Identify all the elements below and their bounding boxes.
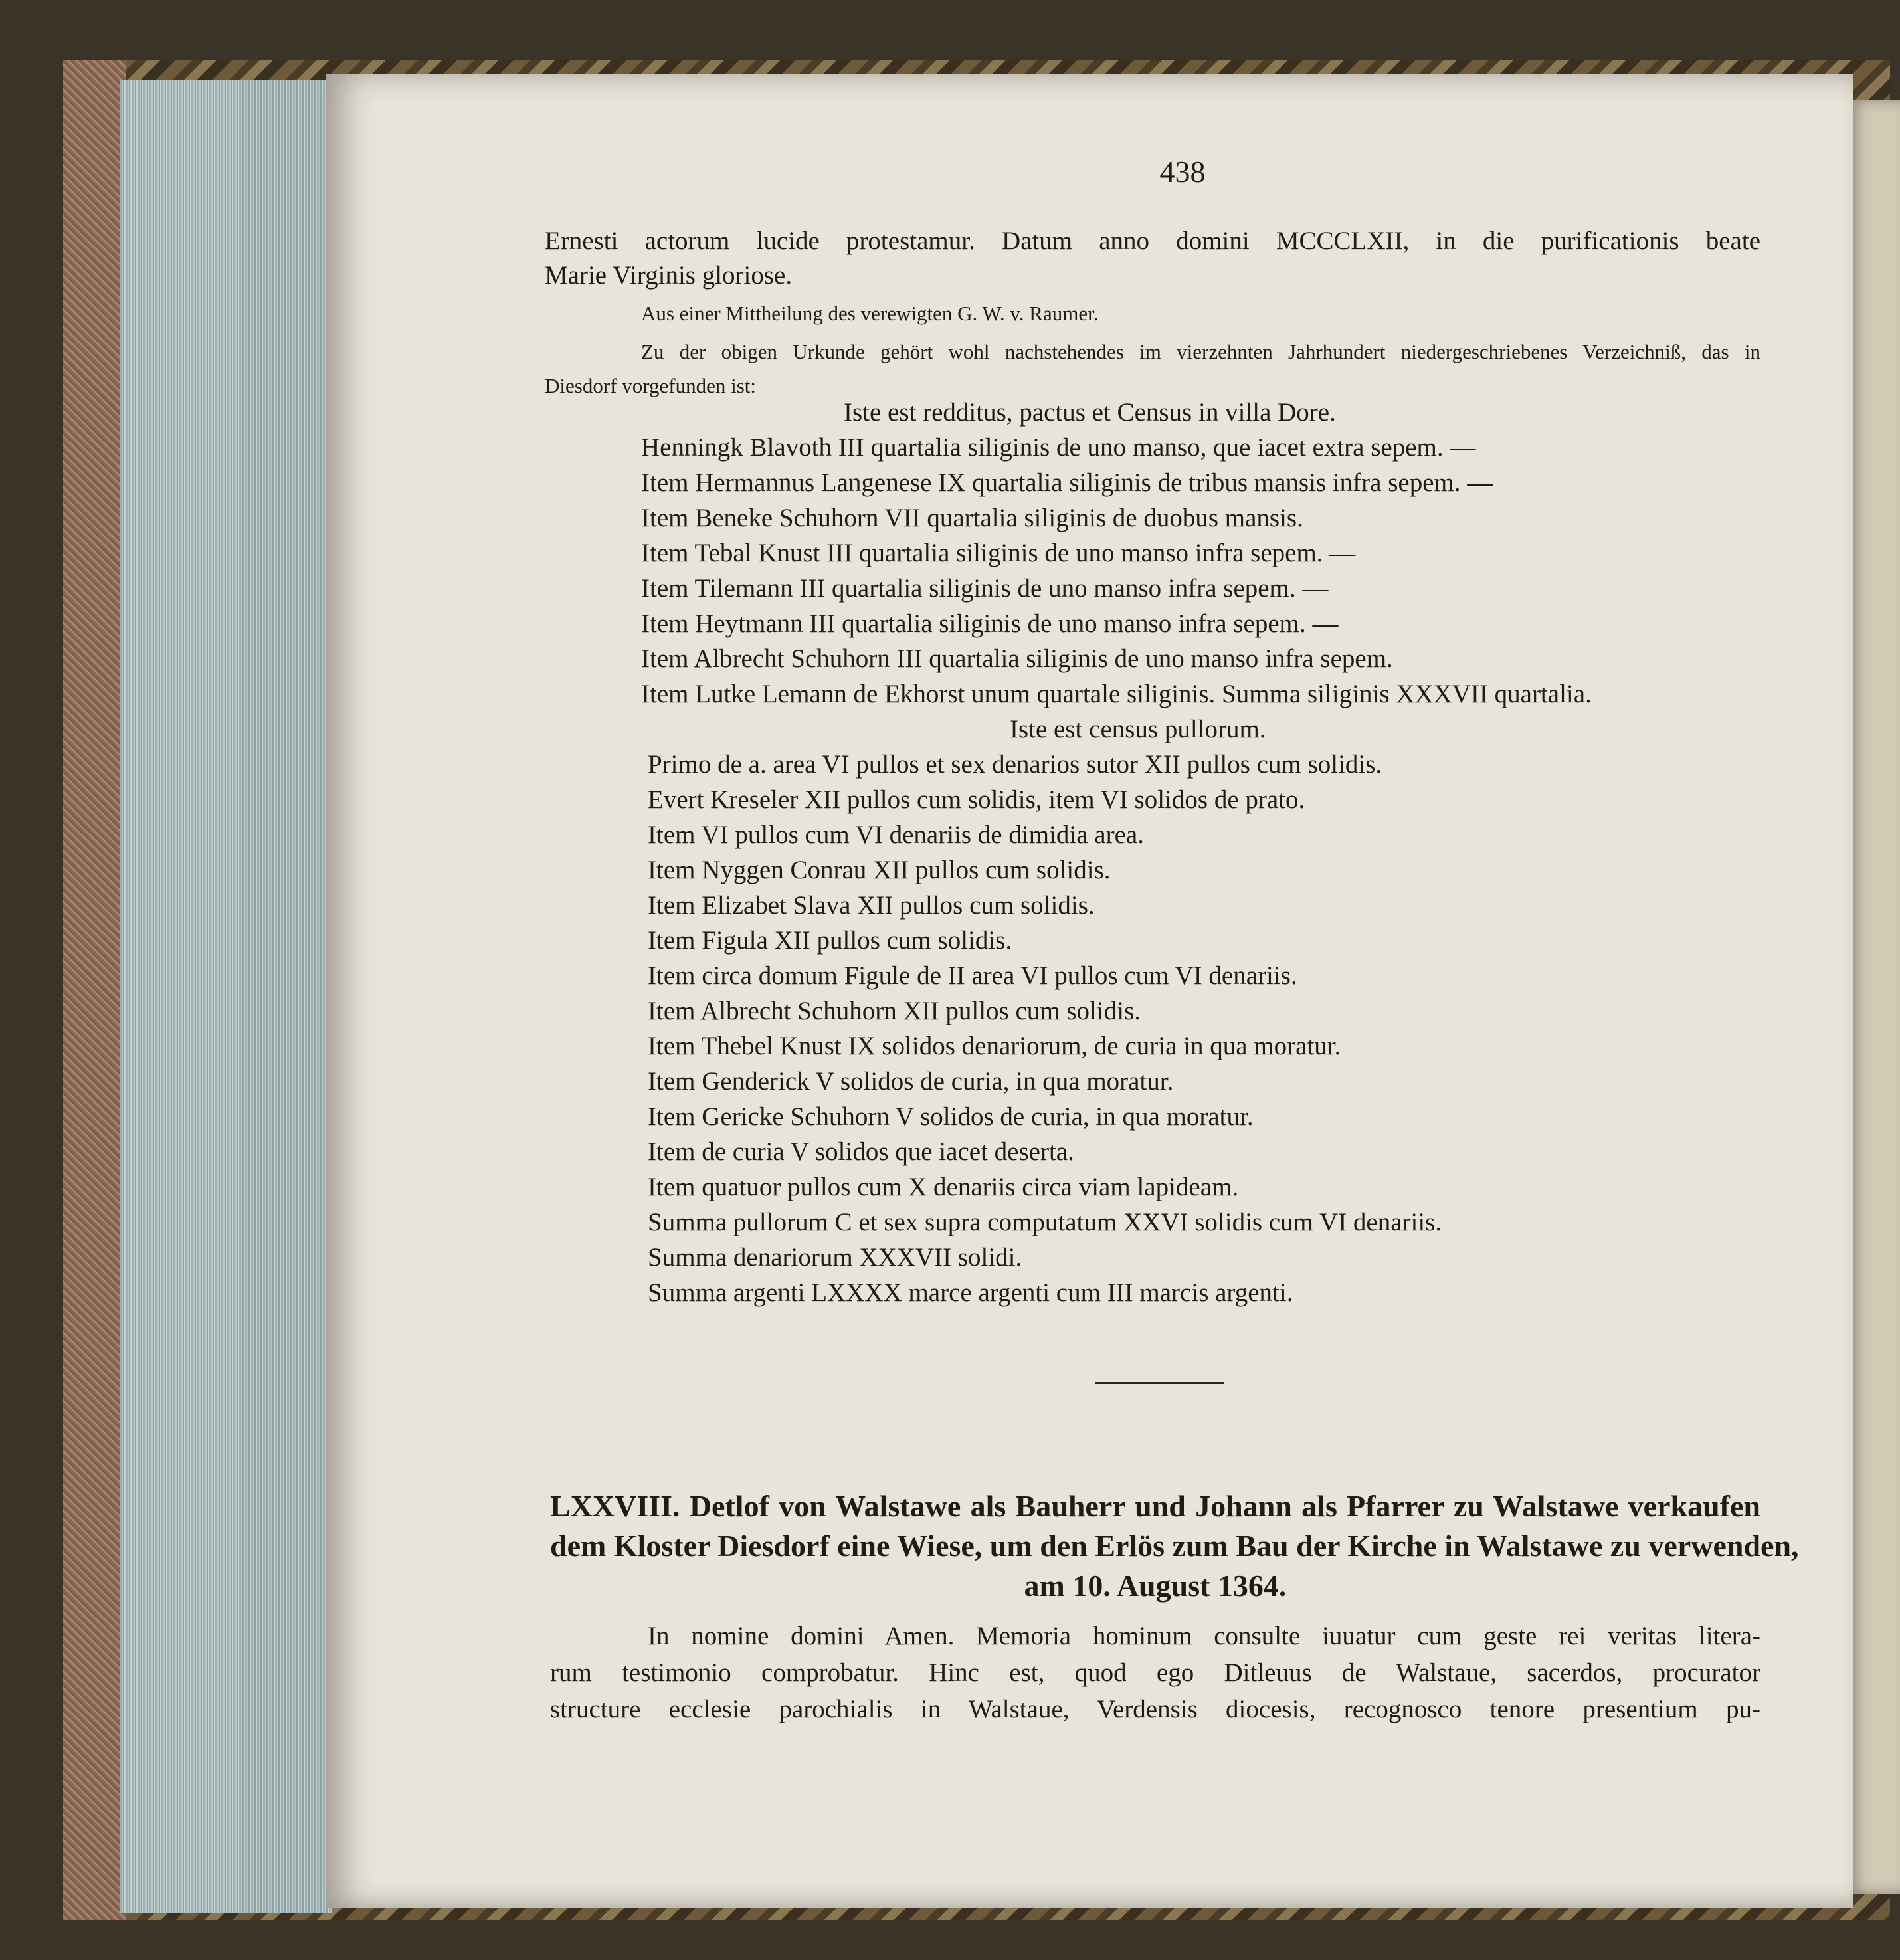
list-item: Summa argenti LXXXX marce argenti cum III marcis argenti. — [648, 1278, 1293, 1307]
charter-text: In nomine domini Amen. Memoria hominum consulte iuuatur cum geste rei veritas litera- — [648, 1622, 1760, 1650]
charter-heading: LXXVIII. Detlof von Walstawe als Bauherr und Johann als Pfarrer zu Walstawe verkaufen — [550, 1489, 1760, 1523]
list-item: Item Genderick V solidos de curia, in qua moratur. — [648, 1067, 1174, 1096]
source-note: Aus einer Mittheilung des verewigten G. W. v. Raumer. — [641, 302, 1099, 325]
list-item: Item Heytmann III quartalia siliginis de uno manso infra sepem. — — [641, 609, 1339, 638]
list-item: Henningk Blavoth III quartalia siliginis de uno manso, que iacet extra sepem. — — [641, 433, 1476, 462]
list-item: Item Albrecht Schuhorn III quartalia siliginis de uno manso infra sepem. — [641, 644, 1393, 673]
intro-line: Marie Virginis gloriose. — [545, 261, 793, 290]
page-number: 438 — [1159, 155, 1206, 189]
list-item: Item circa domum Figule de II area VI pullos cum VI denariis. — [648, 961, 1297, 990]
cloth-spine — [63, 60, 126, 1920]
list-item: Summa denariorum XXXVII solidi. — [648, 1243, 1022, 1272]
charter-heading: dem Kloster Diesdorf eine Wiese, um den Erlös zum Bau der Kirche in Walstawe zu verwenden, — [550, 1529, 1799, 1563]
list-item: Item Nyggen Conrau XII pullos cum solidis. — [648, 856, 1111, 884]
facing-page-edge — [1847, 100, 1900, 1894]
list-item: Item Thebel Knust IX solidos denariorum, de curia in qua moratur. — [648, 1032, 1341, 1060]
charter-heading: am 10. August 1364. — [1024, 1569, 1287, 1603]
intro-line: Ernesti actorum lucide protestamur. Datum anno domini MCCCLXII, in die purificationis beate — [545, 227, 1760, 255]
list-item: Item Beneke Schuhorn VII quartalia siliginis de duobus mansis. — [641, 504, 1303, 532]
charter-text: rum testimonio comprobatur. Hinc est, quod ego Ditleuus de Walstaue, sacerdos, procurator — [550, 1658, 1760, 1687]
editor-note: Diesdorf vorgefunden ist: — [545, 374, 756, 397]
list-item: Evert Kreseler XII pullos cum solidis, item VI solidos de prato. — [648, 785, 1305, 814]
list-item: Item Hermannus Langenese IX quartalia siliginis de tribus mansis infra sepem. — — [641, 468, 1493, 497]
list-item: Item Albrecht Schuhorn XII pullos cum solidis. — [648, 997, 1141, 1025]
list-item: Item Lutke Lemann de Ekhorst unum quartale siliginis. Summa siliginis XXXVII quartalia. — [641, 680, 1592, 708]
list-title: Iste est redditus, pactus et Census in villa Dore. — [844, 398, 1336, 427]
charter-text: structure ecclesie parochialis in Walstaue, Verdensis diocesis, recognosco tenore presentium pu- — [550, 1695, 1760, 1723]
editor-note: Zu der obigen Urkunde gehört wohl nachstehendes im vierzehnten Jahrhundert niedergeschriebenes Verzeichniß, das in — [641, 340, 1760, 363]
list-item: Primo de a. area VI pullos et sex denarios sutor XII pullos cum solidis. — [648, 750, 1382, 779]
page-edges — [120, 80, 332, 1913]
list-item: Item Gericke Schuhorn V solidos de curia, in qua moratur. — [648, 1102, 1254, 1131]
list-item: Item Tebal Knust III quartalia siliginis de uno manso infra sepem. — — [641, 539, 1356, 567]
section-divider — [1095, 1382, 1224, 1384]
list-title: Iste est census pullorum. — [1010, 715, 1266, 743]
list-item: Item Elizabet Slava XII pullos cum solidis. — [648, 891, 1095, 920]
list-item: Summa pullorum C et sex supra computatum XXVI solidis cum VI denariis. — [648, 1208, 1442, 1236]
list-item: Item de curia V solidos que iacet deserta. — [648, 1137, 1074, 1166]
list-item: Item VI pullos cum VI denariis de dimidia area. — [648, 821, 1144, 849]
list-item: Item Tilemann III quartalia siliginis de uno manso infra sepem. — — [641, 574, 1329, 603]
list-item: Item Figula XII pullos cum solidis. — [648, 926, 1012, 955]
list-item: Item quatuor pullos cum X denariis circa viam lapideam. — [648, 1173, 1239, 1201]
